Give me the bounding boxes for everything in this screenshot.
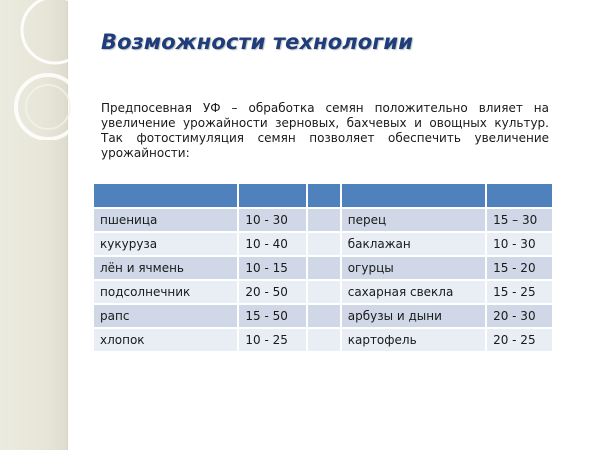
table-row — [94, 329, 552, 351]
yield-percent: 10 - 30 — [239, 209, 306, 231]
header-cell — [308, 184, 339, 207]
spacer-cell — [308, 209, 339, 231]
crop-name: хлопок — [94, 329, 237, 351]
crop-name: баклажан — [342, 233, 485, 255]
yield-percent: 20 - 25 — [487, 329, 552, 351]
slide-title: Возможности технологии — [101, 30, 414, 54]
crop-name: подсолнечник — [94, 281, 237, 303]
table-header-row — [94, 184, 552, 207]
table-row — [94, 233, 552, 255]
spacer-cell — [308, 257, 339, 279]
yield-percent: 10 - 30 — [487, 233, 552, 255]
crop-name: арбузы и дыни — [342, 305, 485, 327]
yield-percent: 15 – 30 — [487, 209, 552, 231]
crop-name: лён и ячмень — [94, 257, 237, 279]
table-row — [94, 257, 552, 279]
header-cell — [239, 184, 306, 207]
yield-increase-table — [92, 182, 554, 353]
crop-name: огурцы — [342, 257, 485, 279]
table-row — [94, 281, 552, 303]
spacer-cell — [308, 329, 339, 351]
yield-percent: 15 - 25 — [487, 281, 552, 303]
header-cell — [487, 184, 552, 207]
yield-percent: 10 - 15 — [239, 257, 306, 279]
crop-name: сахарная свекла — [342, 281, 485, 303]
yield-percent: 20 - 30 — [487, 305, 552, 327]
spacer-cell — [308, 281, 339, 303]
spacer-cell — [308, 233, 339, 255]
header-cell — [94, 184, 237, 207]
yield-percent: 10 - 40 — [239, 233, 306, 255]
crop-name: кукуруза — [94, 233, 237, 255]
yield-percent: 20 - 50 — [239, 281, 306, 303]
table-row — [94, 305, 552, 327]
yield-percent: 15 - 20 — [487, 257, 552, 279]
crop-name: рапс — [94, 305, 237, 327]
yield-percent: 10 - 25 — [239, 329, 306, 351]
yield-percent: 15 - 50 — [239, 305, 306, 327]
table-row — [94, 209, 552, 231]
spacer-cell — [308, 305, 339, 327]
crop-name: пшеница — [94, 209, 237, 231]
crop-name: перец — [342, 209, 485, 231]
intro-paragraph: Предпосевная УФ – обработка семян положительно влияет на увеличение урожайности зерновых, бахчевых и овощных культур. Так фотостимуляция семян позволяет обеспечить увеличение урожайности: — [101, 101, 549, 160]
crop-name: картофель — [342, 329, 485, 351]
header-cell — [342, 184, 485, 207]
